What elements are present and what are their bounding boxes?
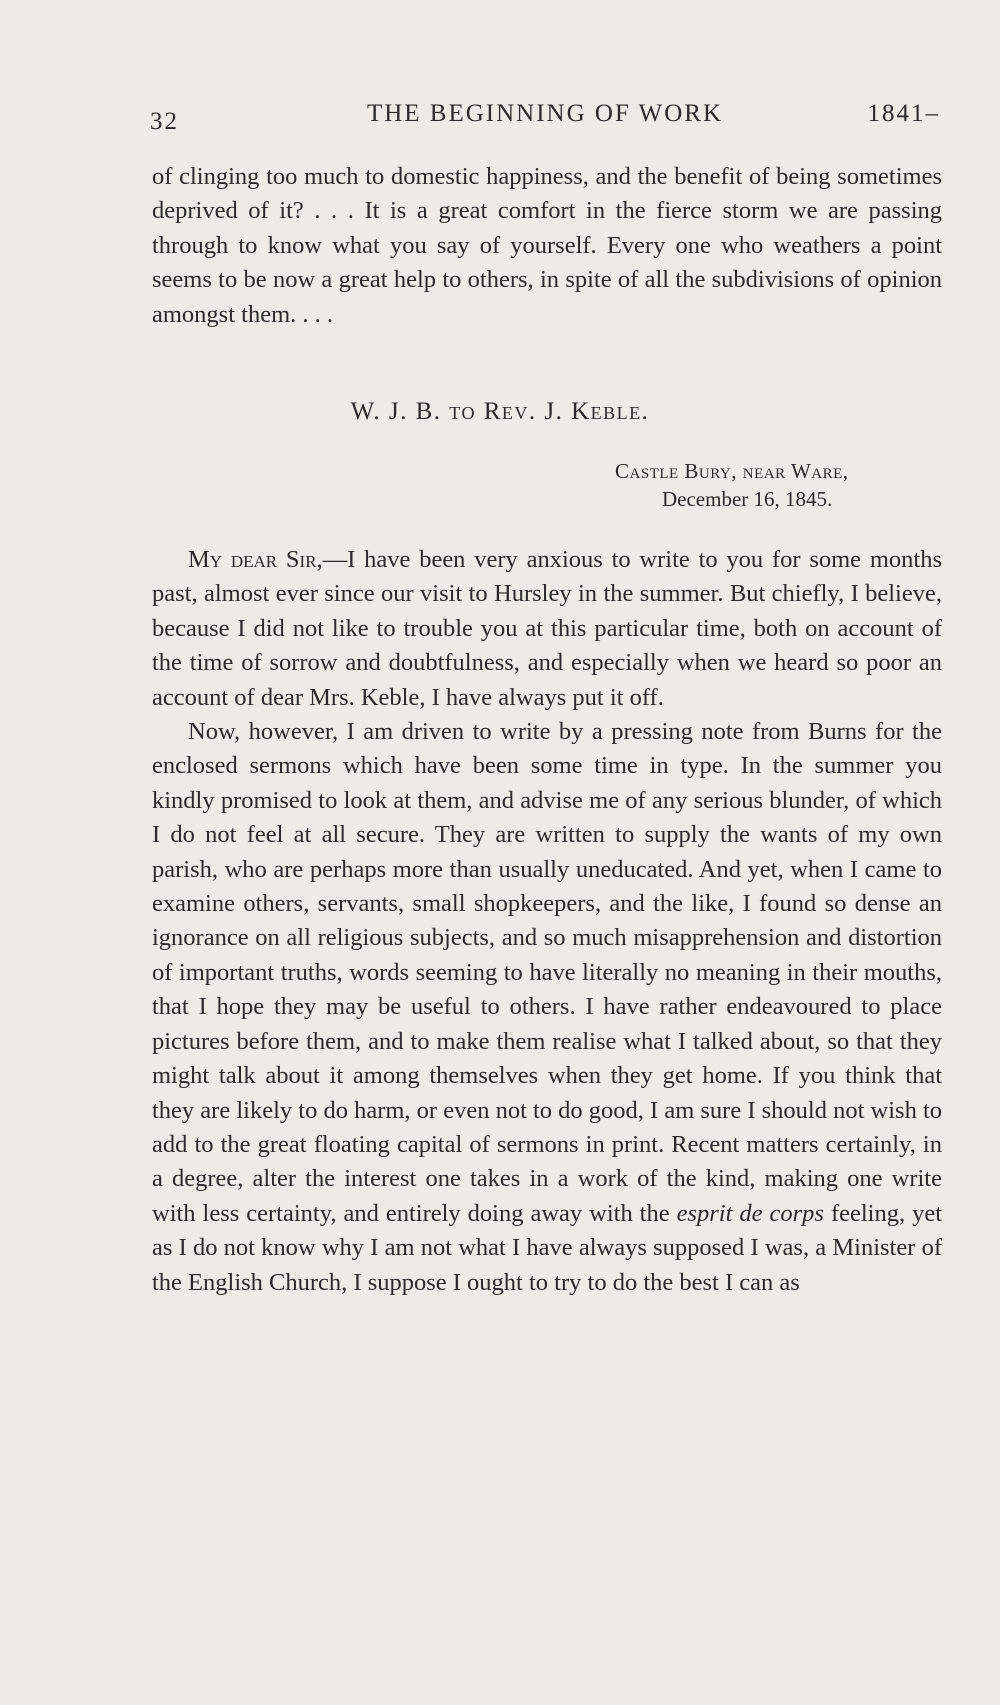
- letter-paragraph-2: [152, 715, 942, 1300]
- paragraph-2-continuation: feeling, yet as I do not know why I am not what I have always supposed I was, a Minister of the English Church, I suppose I ought to try to do the best I can as: [152, 1199, 943, 1296]
- letter-body: [152, 543, 942, 1300]
- opening-paragraph: of clinging too much to domestic happiness, and the benefit of being sometimes deprived of it? . . . It is a great comfort in the fierce storm we are passing through to know what you say of yourself. Every one who weathers a point seems to be now a great help to others, in spite of all the subdivisions of opinion amongst them. . . .: [152, 163, 942, 328]
- italic-phrase: esprit de corps: [676, 1199, 824, 1227]
- running-title: THE BEGINNING OF WORK: [366, 100, 724, 127]
- paragraph-2-text: Now, however, I am driven to write by a pressing note from Burns for the enclosed sermons which have been some time in type. In the summer you kindly promised to look at them, and advise me of any serious blunder, of which I do not feel at all secure. They are written to supply the wants of my own parish, who are perhaps more than usually uneducated. And yet, when I came to examine others, servants, small shopkeepers, and the like, I found so dense an ignorance on all religious subjects, and so much misapprehension and distortion of important truths, words seeming to have literally no meaning in their mouths, that I hope they may be useful to others. I have rather endeavoured to place pictures before them, and to make them realise what I talked about, so that they might talk about it among themselves when they get home. If you think that they are likely to do harm, or even not to do good, I am sure I should not wish to add to the great floating capital of sermons in print. Recent matters certainly, in a degree, alter the interest one takes in a work of the kind, making one write with less certainty, and entirely doing away with the: [152, 718, 942, 1227]
- paragraph-1-text: —I have been very anxious to write to you for some months past, almost ever since our visit to Hursley in the summer. But chiefly, I believe, because I did not like to trouble you at this particular time, both on account of the time of sorrow and doubtfulness, and especially when we heard so poor an account of dear Mrs. Keble, I have always put it off.: [152, 546, 942, 711]
- header-year: 1841–: [867, 100, 940, 127]
- letter-place: Castle Bury, near Ware,: [615, 459, 849, 483]
- salutation: My dear Sir,: [188, 546, 323, 573]
- letter-heading: W. J. B. to Rev. J. Keble.: [350, 398, 650, 425]
- opening-text: [152, 160, 942, 332]
- letter-paragraph-1: [152, 543, 942, 715]
- page-number: 32: [150, 108, 179, 135]
- running-header: [150, 100, 940, 140]
- letter-date: December 16, 1845.: [662, 487, 833, 511]
